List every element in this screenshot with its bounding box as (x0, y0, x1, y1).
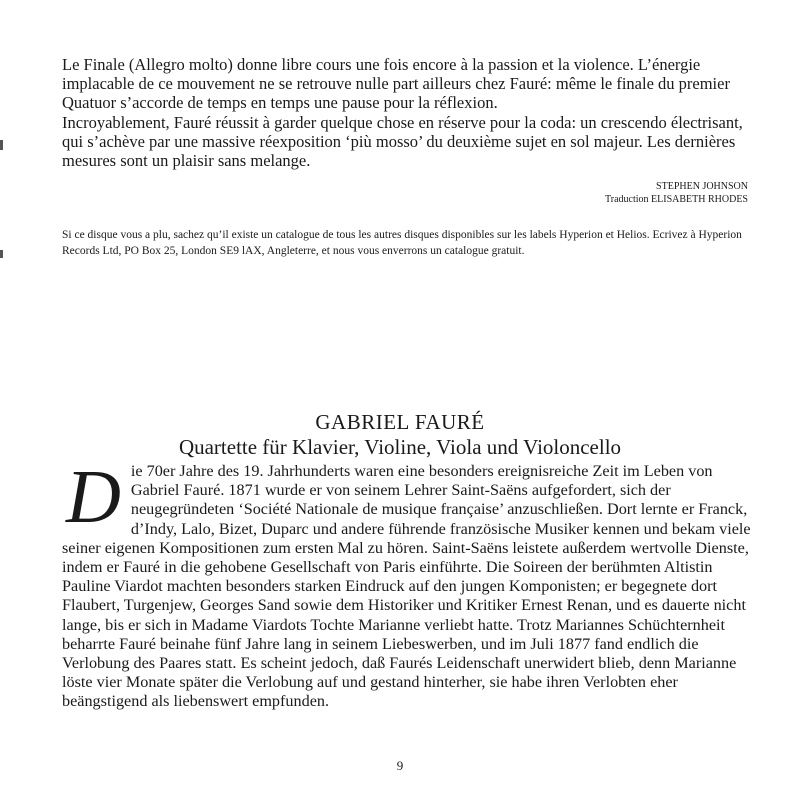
catalogue-note: Si ce disque vous a plu, sachez qu’il existe un catalogue de tous les autres disques disponibles sur les labels Hyperion et Helios. Ecrivez à Hyperion Records Ltd, PO Box 25, London SE9 lAX, Angleterre, et nous vous enverrons un catalogue gratuit. (62, 229, 742, 257)
scan-edge-mark (0, 140, 3, 150)
drop-cap: D (66, 455, 121, 539)
work-title: Quartette für Klavier, Violine, Viola und Violoncello (178, 435, 622, 459)
french-text-block (62, 55, 752, 170)
french-paragraph: Incroyablement, Fauré réussit à garder quelque chose en réserve pour la coda: un crescendo électrisant, qui s’achève par une massive réexposition ‘più mosso’ du deuxième sujet en sol majeur. Les dernières mesures sont un plaisir sans melange. (62, 112, 743, 171)
credits-block (605, 180, 748, 206)
author-credit: STEPHEN JOHNSON (656, 181, 748, 192)
german-text-block (62, 455, 754, 712)
composer-title: GABRIEL FAURÉ (315, 410, 485, 434)
german-paragraph: ie 70er Jahre des 19. Jahrhunderts waren eine besonders ereignisreiche Zeit im Leben von Gabriel Fauré. 1871 wurde er von seinem Lehrer Saint-Saëns aufgefordert, sich der neugegründeten ‘Société Nationale de musique française’ anzuschließen. Dort lernte er Franck, d’Indy, Lalo, Bizet, Duparc und andere führende französische Musiker kennen und bekam viele seiner eigenen Kompositionen zum ersten Mal zu hören. Saint-Saëns leistete außerdem wertvolle Dienste, indem er Fauré in die gehobene Gesellschaft von Paris einführte. Die Soireen der berühmten Altistin Pauline Viardot machten besonders starken Eindruck auf den jungen Komponisten; er begegnete dort Flaubert, Turgenjew, Georges Sand sowie dem Historiker und Kritiker Ernest Renan, und es dauerte nicht lange, bis er sich in Madame Viardots Tochte Marianne verliebt hatte. Trotz Mariannes Schüchternheit beharrte Fauré beinahe fünf Jahre lang in seinem Liebeswerben, und im Juli 1877 fand endlich die Verlobung des Paares statt. Es scheint jedoch, daß Faurés Leidenschaft unerwidert blieb, denn Marianne löste vier Monate später die Verlobung auf und gestand hinterher, sie habe ihren Verlobten eher beängstigend als liebenswert empfunden. (62, 462, 751, 711)
section-header (0, 410, 800, 460)
page-number: 9 (396, 758, 404, 773)
french-paragraph: Le Finale (Allegro molto) donne libre cours une fois encore à la passion et la violence. L’énergie implacable de ce mouvement ne se retrouve nulle part ailleurs chez Fauré: même le finale du premier Quatuor s’accorde de temps en temps une pause pour la réflexion. (62, 55, 730, 113)
translator-credit: Traduction ELISABETH RHODES (605, 194, 748, 205)
scan-edge-mark (0, 250, 3, 258)
